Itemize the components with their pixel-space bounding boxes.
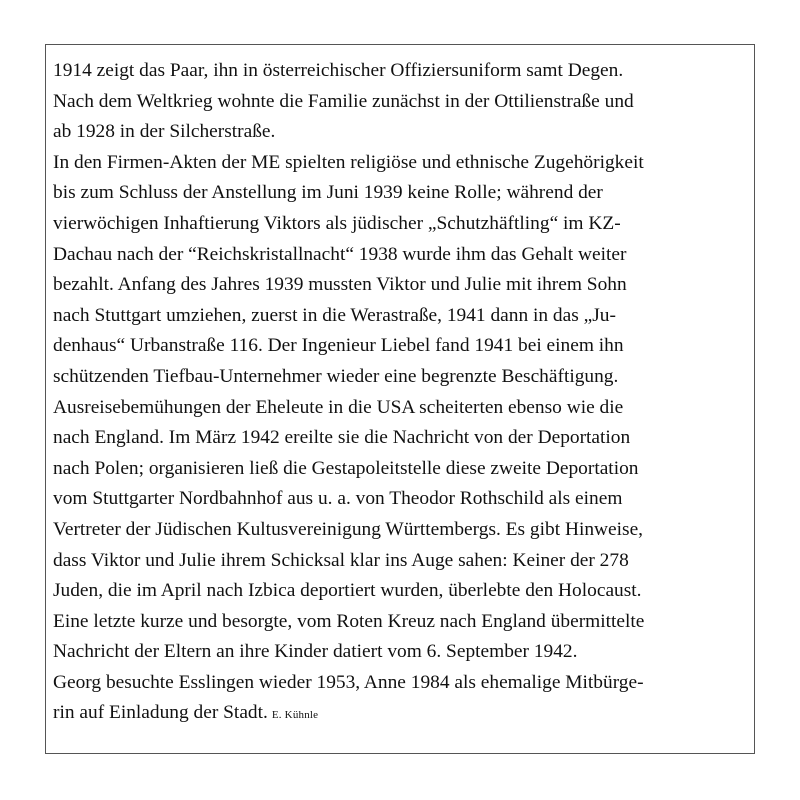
text-line: nach Stuttgart umziehen, zuerst in die Werastraße, 1941 dann in das „Ju- <box>53 304 616 326</box>
text-line: ab 1928 in der Silcherstraße. <box>53 121 276 143</box>
text-line: Georg besuchte Esslingen wieder 1953, Anne 1984 als ehemalige Mitbürge- <box>53 671 644 693</box>
text-line: In den Firmen-Akten der ME spielten religiöse und ethnische Zugehörigkeit <box>53 151 644 173</box>
text-line-last <box>53 698 753 729</box>
text-line: Eine letzte kurze und besorgte, vom Roten Kreuz nach England übermittelte <box>53 610 645 632</box>
author-signature: E. Kühnle <box>271 709 319 722</box>
text-line: Vertreter der Jüdischen Kultusvereinigung Württembergs. Es gibt Hinweise, <box>53 518 644 540</box>
text-line: vom Stuttgarter Nordbahnhof aus u. a. von Theodor Rothschild als einem <box>53 488 623 510</box>
text-line: denhaus“ Urbanstraße 116. Der Ingenieur Liebel fand 1941 bei einem ihn <box>53 335 624 357</box>
text-line: nach Polen; organisieren ließ die Gestapoleitstelle diese zweite Deportation <box>53 457 639 479</box>
text-line: bezahlt. Anfang des Jahres 1939 mussten Viktor und Julie mit ihrem Sohn <box>53 274 627 296</box>
text-line-last-content: rin auf Einladung der Stadt. <box>53 702 268 724</box>
text-line: Dachau nach der “Reichskristallnacht“ 1938 wurde ihm das Gehalt weiter <box>53 243 627 265</box>
text-line: Juden, die im April nach Izbica deportiert wurden, überlebte den Holocaust. <box>53 580 642 602</box>
text-line: dass Viktor und Julie ihrem Schicksal klar ins Auge sahen: Keiner der 278 <box>53 549 629 571</box>
text-line: bis zum Schluss der Anstellung im Juni 1939 keine Rolle; während der <box>53 182 603 204</box>
text-line: Ausreisebemühungen der Eheleute in die USA scheiterten ebenso wie die <box>53 396 624 418</box>
text-line: Nachricht der Eltern an ihre Kinder datiert vom 6. September 1942. <box>53 641 578 663</box>
text-line: 1914 zeigt das Paar, ihn in österreichischer Offiziersuniform samt Degen. <box>53 60 624 81</box>
document-text <box>53 56 753 729</box>
text-line: nach England. Im März 1942 ereilte sie die Nachricht von der Deportation <box>53 427 631 449</box>
text-line: Nach dem Weltkrieg wohnte die Familie zunächst in der Ottilienstraße und <box>53 90 634 112</box>
text-line: vierwöchigen Inhaftierung Viktors als jüdischer „Schutzhäftling“ im KZ- <box>53 212 621 234</box>
text-line: schützenden Tiefbau-Unternehmer wieder eine begrenzte Beschäftigung. <box>53 365 619 387</box>
